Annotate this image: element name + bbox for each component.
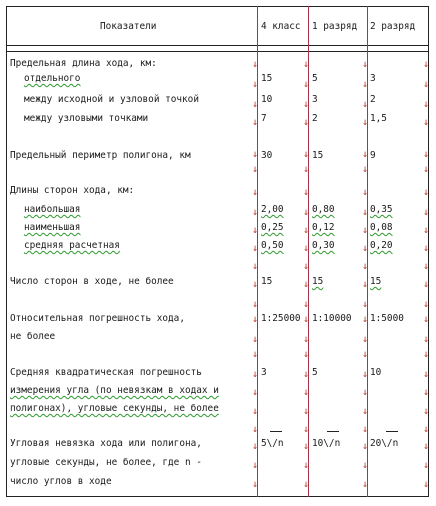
row-misclosure-r2: 20\/n	[370, 438, 399, 449]
row-sides-title: Длины сторон хода, км:	[10, 185, 135, 196]
header-rank1: 1 разряд	[312, 21, 358, 32]
row-angle-rms-line1: Средняя квадратическая погрешность	[10, 367, 202, 378]
revision-arrow-mark: ↓	[423, 149, 430, 160]
revision-arrow-mark: ↓	[362, 460, 369, 471]
revision-arrow-mark: ↓	[423, 460, 430, 471]
revision-arrow-mark: ↓	[303, 479, 310, 490]
revision-arrow-mark: ↓	[252, 187, 259, 198]
revision-arrow-mark: ↓	[423, 369, 430, 380]
revision-arrow-mark: ↓	[423, 187, 430, 198]
row-angle-rms-r1: 5	[312, 367, 318, 378]
row-perimeter-title: Предельный периметр полигона, км	[10, 150, 191, 161]
revision-arrow-mark: ↓	[252, 149, 259, 160]
row-separate-label: отдельного	[24, 73, 81, 84]
revision-arrow-mark: ↓	[252, 441, 259, 452]
revision-arrow-mark: ↓	[362, 164, 369, 175]
revision-arrow-mark: ↓	[362, 59, 369, 70]
header-rule-double	[6, 51, 429, 52]
row-side-count-c4: 15	[261, 276, 273, 287]
revision-arrow-mark: ↓	[303, 207, 310, 218]
revision-arrow-mark: ↓	[423, 424, 430, 435]
revision-arrow-mark: ↓	[252, 369, 259, 380]
row-perimeter-r1: 15	[312, 150, 324, 161]
row-largest-c4: 2,00	[261, 204, 284, 215]
revision-arrow-mark: ↓	[303, 243, 310, 254]
revision-arrow-mark: ↓	[303, 225, 310, 236]
row-average-c4: 0,50	[261, 240, 284, 251]
revision-arrow-mark: ↓	[252, 225, 259, 236]
revision-arrow-mark: ↓	[252, 299, 259, 310]
revision-arrow-mark: ↓	[252, 164, 259, 175]
revision-arrow-mark: ↓	[362, 99, 369, 110]
row-smallest-r1: 0,12	[312, 222, 335, 233]
revision-arrow-mark: ↓	[303, 334, 310, 345]
row-misclosure-line2: угловые секунды, не более, где n -	[10, 457, 202, 468]
row-largest-r2: 0,35	[370, 204, 393, 215]
revision-arrow-mark: ↓	[362, 314, 369, 325]
revision-arrow-mark: ↓	[303, 460, 310, 471]
revision-arrow-mark: ↓	[362, 79, 369, 90]
revision-arrow-mark: ↓	[362, 349, 369, 360]
revision-arrow-mark: ↓	[362, 117, 369, 128]
row-start-node-c4: 10	[261, 94, 273, 105]
revision-arrow-mark: ↓	[252, 261, 259, 272]
revision-arrow-mark: ↓	[423, 334, 430, 345]
row-largest-r1: 0,80	[312, 204, 335, 215]
revision-arrow-mark: ↓	[252, 314, 259, 325]
revision-arrow-mark: ↓	[362, 225, 369, 236]
row-side-count-r2: 15	[370, 276, 382, 287]
revision-arrow-mark: ↓	[303, 424, 310, 435]
row-start-node-r1: 3	[312, 94, 318, 105]
header-rank2: 2 разряд	[370, 21, 416, 32]
revision-arrow-mark: ↓	[423, 117, 430, 128]
revision-arrow-mark: ↓	[423, 243, 430, 254]
revision-arrow-mark: ↓	[423, 261, 430, 272]
revision-arrow-mark: ↓	[252, 406, 259, 417]
revision-arrow-mark: ↓	[252, 479, 259, 490]
revision-arrow-mark: ↓	[423, 99, 430, 110]
revision-arrow-mark: ↓	[303, 406, 310, 417]
row-misclosure-r1: 10\/n	[312, 438, 341, 449]
revision-arrow-mark: ↓	[252, 424, 259, 435]
row-angle-rms-r2: 10	[370, 367, 382, 378]
row-smallest-r2: 0,08	[370, 222, 393, 233]
revision-arrow-mark: ↓	[423, 299, 430, 310]
row-misclosure-c4: 5\/n	[261, 438, 284, 449]
revision-arrow-mark: ↓	[362, 369, 369, 380]
revision-arrow-mark: ↓	[303, 441, 310, 452]
revision-arrow-mark: ↓	[303, 369, 310, 380]
revision-arrow-mark: ↓	[252, 59, 259, 70]
revision-arrow-mark: ↓	[303, 59, 310, 70]
row-relative-error-r1: 1:10000	[312, 313, 352, 324]
row-relative-error-line2: не более	[10, 331, 56, 342]
row-start-node-label: между исходной и узловой точкой	[24, 94, 199, 105]
row-separate-r2: 3	[370, 73, 376, 84]
revision-arrow-mark: ↓	[362, 243, 369, 254]
header-indicator: Показатели	[100, 21, 157, 32]
revision-arrow-mark: ↓	[362, 187, 369, 198]
revision-arrow-mark: ↓	[423, 441, 430, 452]
row-nodes-r2: 1,5	[370, 113, 387, 124]
row-relative-error-c4: 1:25000	[261, 313, 301, 324]
revision-arrow-mark: ↓	[423, 279, 430, 290]
revision-arrow-mark: ↓	[303, 279, 310, 290]
revision-arrow-mark: ↓	[252, 387, 259, 398]
row-separate-r1: 5	[312, 73, 318, 84]
revision-arrow-mark: ↓	[362, 261, 369, 272]
revision-arrow-mark: ↓	[252, 279, 259, 290]
revision-arrow-mark: ↓	[362, 406, 369, 417]
revision-arrow-mark: ↓	[423, 314, 430, 325]
revision-arrow-mark: ↓	[303, 299, 310, 310]
revision-arrow-mark: ↓	[423, 406, 430, 417]
header-class4: 4 класс	[261, 21, 301, 32]
row-average-label: средняя расчетная	[24, 240, 120, 251]
revision-arrow-mark: ↓	[252, 117, 259, 128]
revision-arrow-mark: ↓	[303, 149, 310, 160]
row-smallest-c4: 0,25	[261, 222, 284, 233]
revision-arrow-mark: ↓	[423, 387, 430, 398]
row-side-count-r1: 15	[312, 276, 324, 287]
revision-arrow-mark: ↓	[303, 99, 310, 110]
row-relative-error-line1: Относительная погрешность хода,	[10, 313, 185, 324]
row-perimeter-c4: 30	[261, 150, 273, 161]
revision-arrow-mark: ↓	[303, 79, 310, 90]
row-perimeter-r2: 9	[370, 150, 376, 161]
row-nodes-label: между узловыми точками	[24, 113, 149, 124]
row-nodes-r1: 2	[312, 113, 318, 124]
revision-arrow-mark: ↓	[362, 479, 369, 490]
row-smallest-label: наименьшая	[24, 222, 81, 233]
revision-arrow-mark: ↓	[362, 334, 369, 345]
revision-arrow-mark: ↓	[362, 424, 369, 435]
revision-arrow-mark: ↓	[423, 207, 430, 218]
revision-arrow-mark: ↓	[252, 460, 259, 471]
revision-arrow-mark: ↓	[303, 187, 310, 198]
row-average-r2: 0,20	[370, 240, 393, 251]
revision-arrow-mark: ↓	[252, 79, 259, 90]
revision-arrow-mark: ↓	[303, 117, 310, 128]
row-average-r1: 0,30	[312, 240, 335, 251]
revision-arrow-mark: ↓	[303, 387, 310, 398]
revision-arrow-mark: ↓	[423, 79, 430, 90]
row-start-node-r2: 2	[370, 94, 376, 105]
revision-arrow-mark: ↓	[252, 349, 259, 360]
revision-arrow-mark: ↓	[423, 59, 430, 70]
row-angle-rms-line2: измерения угла (по невязкам в ходах и	[10, 385, 219, 396]
revision-arrow-mark: ↓	[362, 149, 369, 160]
revision-arrow-mark: ↓	[252, 243, 259, 254]
revision-arrow-mark: ↓	[303, 349, 310, 360]
revision-arrow-mark: ↓	[303, 314, 310, 325]
revision-arrow-mark: ↓	[423, 479, 430, 490]
revision-arrow-mark: ↓	[252, 99, 259, 110]
row-nodes-c4: 7	[261, 113, 267, 124]
revision-arrow-mark: ↓	[252, 334, 259, 345]
row-max-length-title: Предельная длина хода, км:	[10, 58, 157, 69]
revision-arrow-mark: ↓	[423, 349, 430, 360]
revision-arrow-mark: ↓	[423, 225, 430, 236]
row-misclosure-line3: число углов в ходе	[10, 476, 112, 487]
sqrt-bar-r2	[386, 431, 398, 432]
revision-arrow-mark: ↓	[252, 207, 259, 218]
header-rule	[6, 45, 429, 46]
revision-arrow-mark: ↓	[362, 279, 369, 290]
sqrt-bar-r1	[327, 431, 339, 432]
revision-arrow-mark: ↓	[362, 207, 369, 218]
sqrt-bar-c4	[270, 431, 282, 432]
revision-arrow-mark: ↓	[362, 299, 369, 310]
row-misclosure-line1: Угловая невязка хода или полигона,	[10, 438, 202, 449]
row-angle-rms-line3: полигонах), угловые секунды, не более	[10, 403, 219, 414]
revision-arrow-mark: ↓	[423, 164, 430, 175]
row-side-count-title: Число сторон в ходе, не более	[10, 276, 174, 287]
row-largest-label: наибольшая	[24, 204, 81, 215]
row-relative-error-r2: 1:5000	[370, 313, 404, 324]
row-separate-c4: 15	[261, 73, 273, 84]
revision-arrow-mark: ↓	[303, 261, 310, 272]
revision-arrow-mark: ↓	[362, 441, 369, 452]
row-angle-rms-c4: 3	[261, 367, 267, 378]
revision-arrow-mark: ↓	[362, 387, 369, 398]
revision-arrow-mark: ↓	[303, 164, 310, 175]
